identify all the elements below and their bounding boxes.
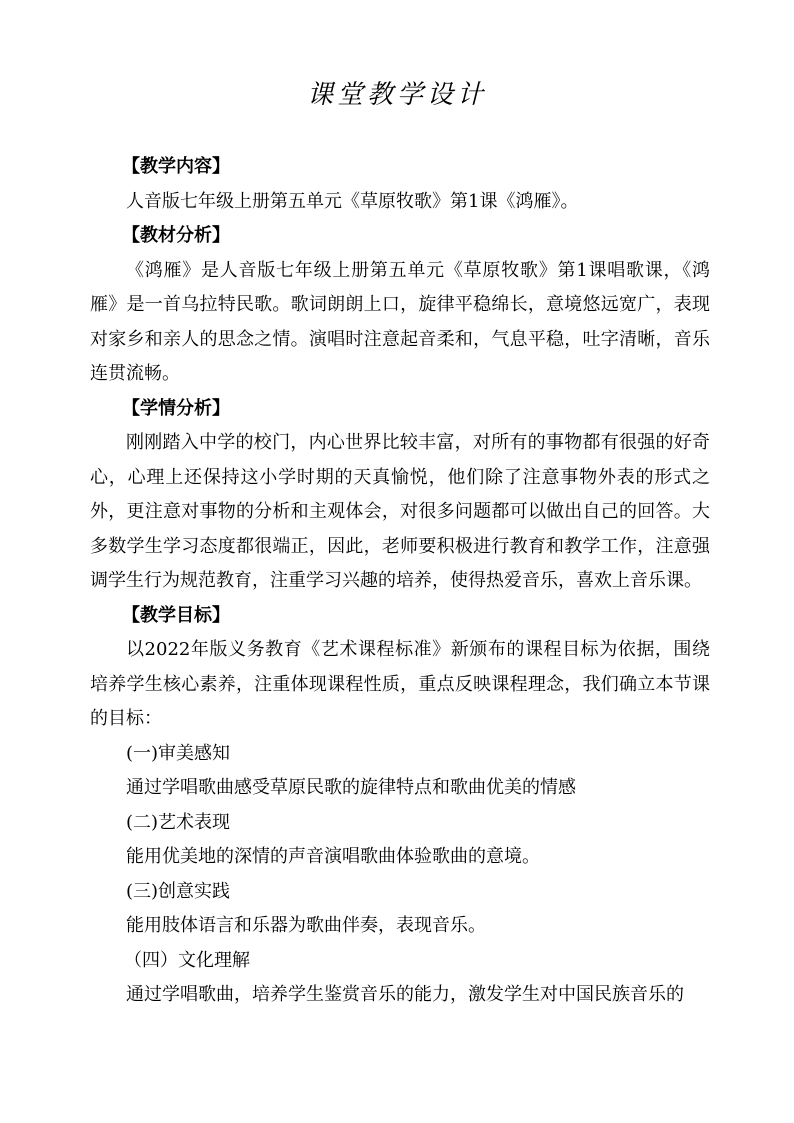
section-heading-student: 【学情分析】 xyxy=(122,397,230,419)
goal-2-text: 能用优美地的深情的声音演唱歌曲体验歌曲的意境。 xyxy=(126,846,540,867)
section-text-content: 人音版七年级上册第五单元《草原牧歌》第1课《鸿雁》。 xyxy=(126,190,579,212)
goal-4-heading: （四）文化理解 xyxy=(124,949,250,971)
section-heading-goal: 【教学目标】 xyxy=(122,604,230,626)
document-body xyxy=(90,150,710,1013)
goal-1-heading: (一)审美感知 xyxy=(126,742,231,764)
goal-4-text: 通过学唱歌曲，培养学生鉴赏音乐的能力，激发学生对中国民族音乐的 xyxy=(126,984,684,1005)
section-text-student: 刚刚踏入中学的校门，内心世界比较丰富，对所有的事物都有很强的好奇心，心理上还保持这小学时期的天真愉悦，他们除了注意事物外表的形式之外，更注意对事物的分析和主观体会，对很多问题都可以做出自己的回答。大多数学生学习态度都很端正，因此，老师要积极进行教育和教学工作，注意强调学生行为规范教育，注重学习兴趣的培养，使得热爱音乐，喜欢上音乐课。 xyxy=(90,432,710,591)
goal-3-heading: (三)创意实践 xyxy=(126,880,231,902)
section-text-material: 《鸿雁》是人音版七年级上册第五单元《草原牧歌》第1课唱歌课，《鸿雁》是一首乌拉特民歌。歌词朗朗上口，旋律平稳绵长，意境悠远宽广，表现对家乡和亲人的思念之情。演唱时注意起音柔和，气息平稳，吐字清晰，音乐连贯流畅。 xyxy=(90,259,710,384)
section-heading-content: 【教学内容】 xyxy=(122,156,230,177)
goal-1-text: 通过学唱歌曲感受草原民歌的旋律特点和歌曲优美的情感 xyxy=(126,777,576,798)
goal-2-heading: (二)艺术表现 xyxy=(126,811,231,833)
section-text-goal: 以2022年版义务教育《艺术课程标准》新颁布的课程目标为依据，围绕培养学生核心素养，注重体现课程性质，重点反映课程理念，我们确立本节课的目标： xyxy=(90,639,710,729)
page-title: 课堂教学设计 xyxy=(306,80,487,110)
section-heading-material: 【教材分析】 xyxy=(122,225,230,246)
goal-3-text: 能用肢体语言和乐器为歌曲伴奏，表现音乐。 xyxy=(126,915,486,936)
